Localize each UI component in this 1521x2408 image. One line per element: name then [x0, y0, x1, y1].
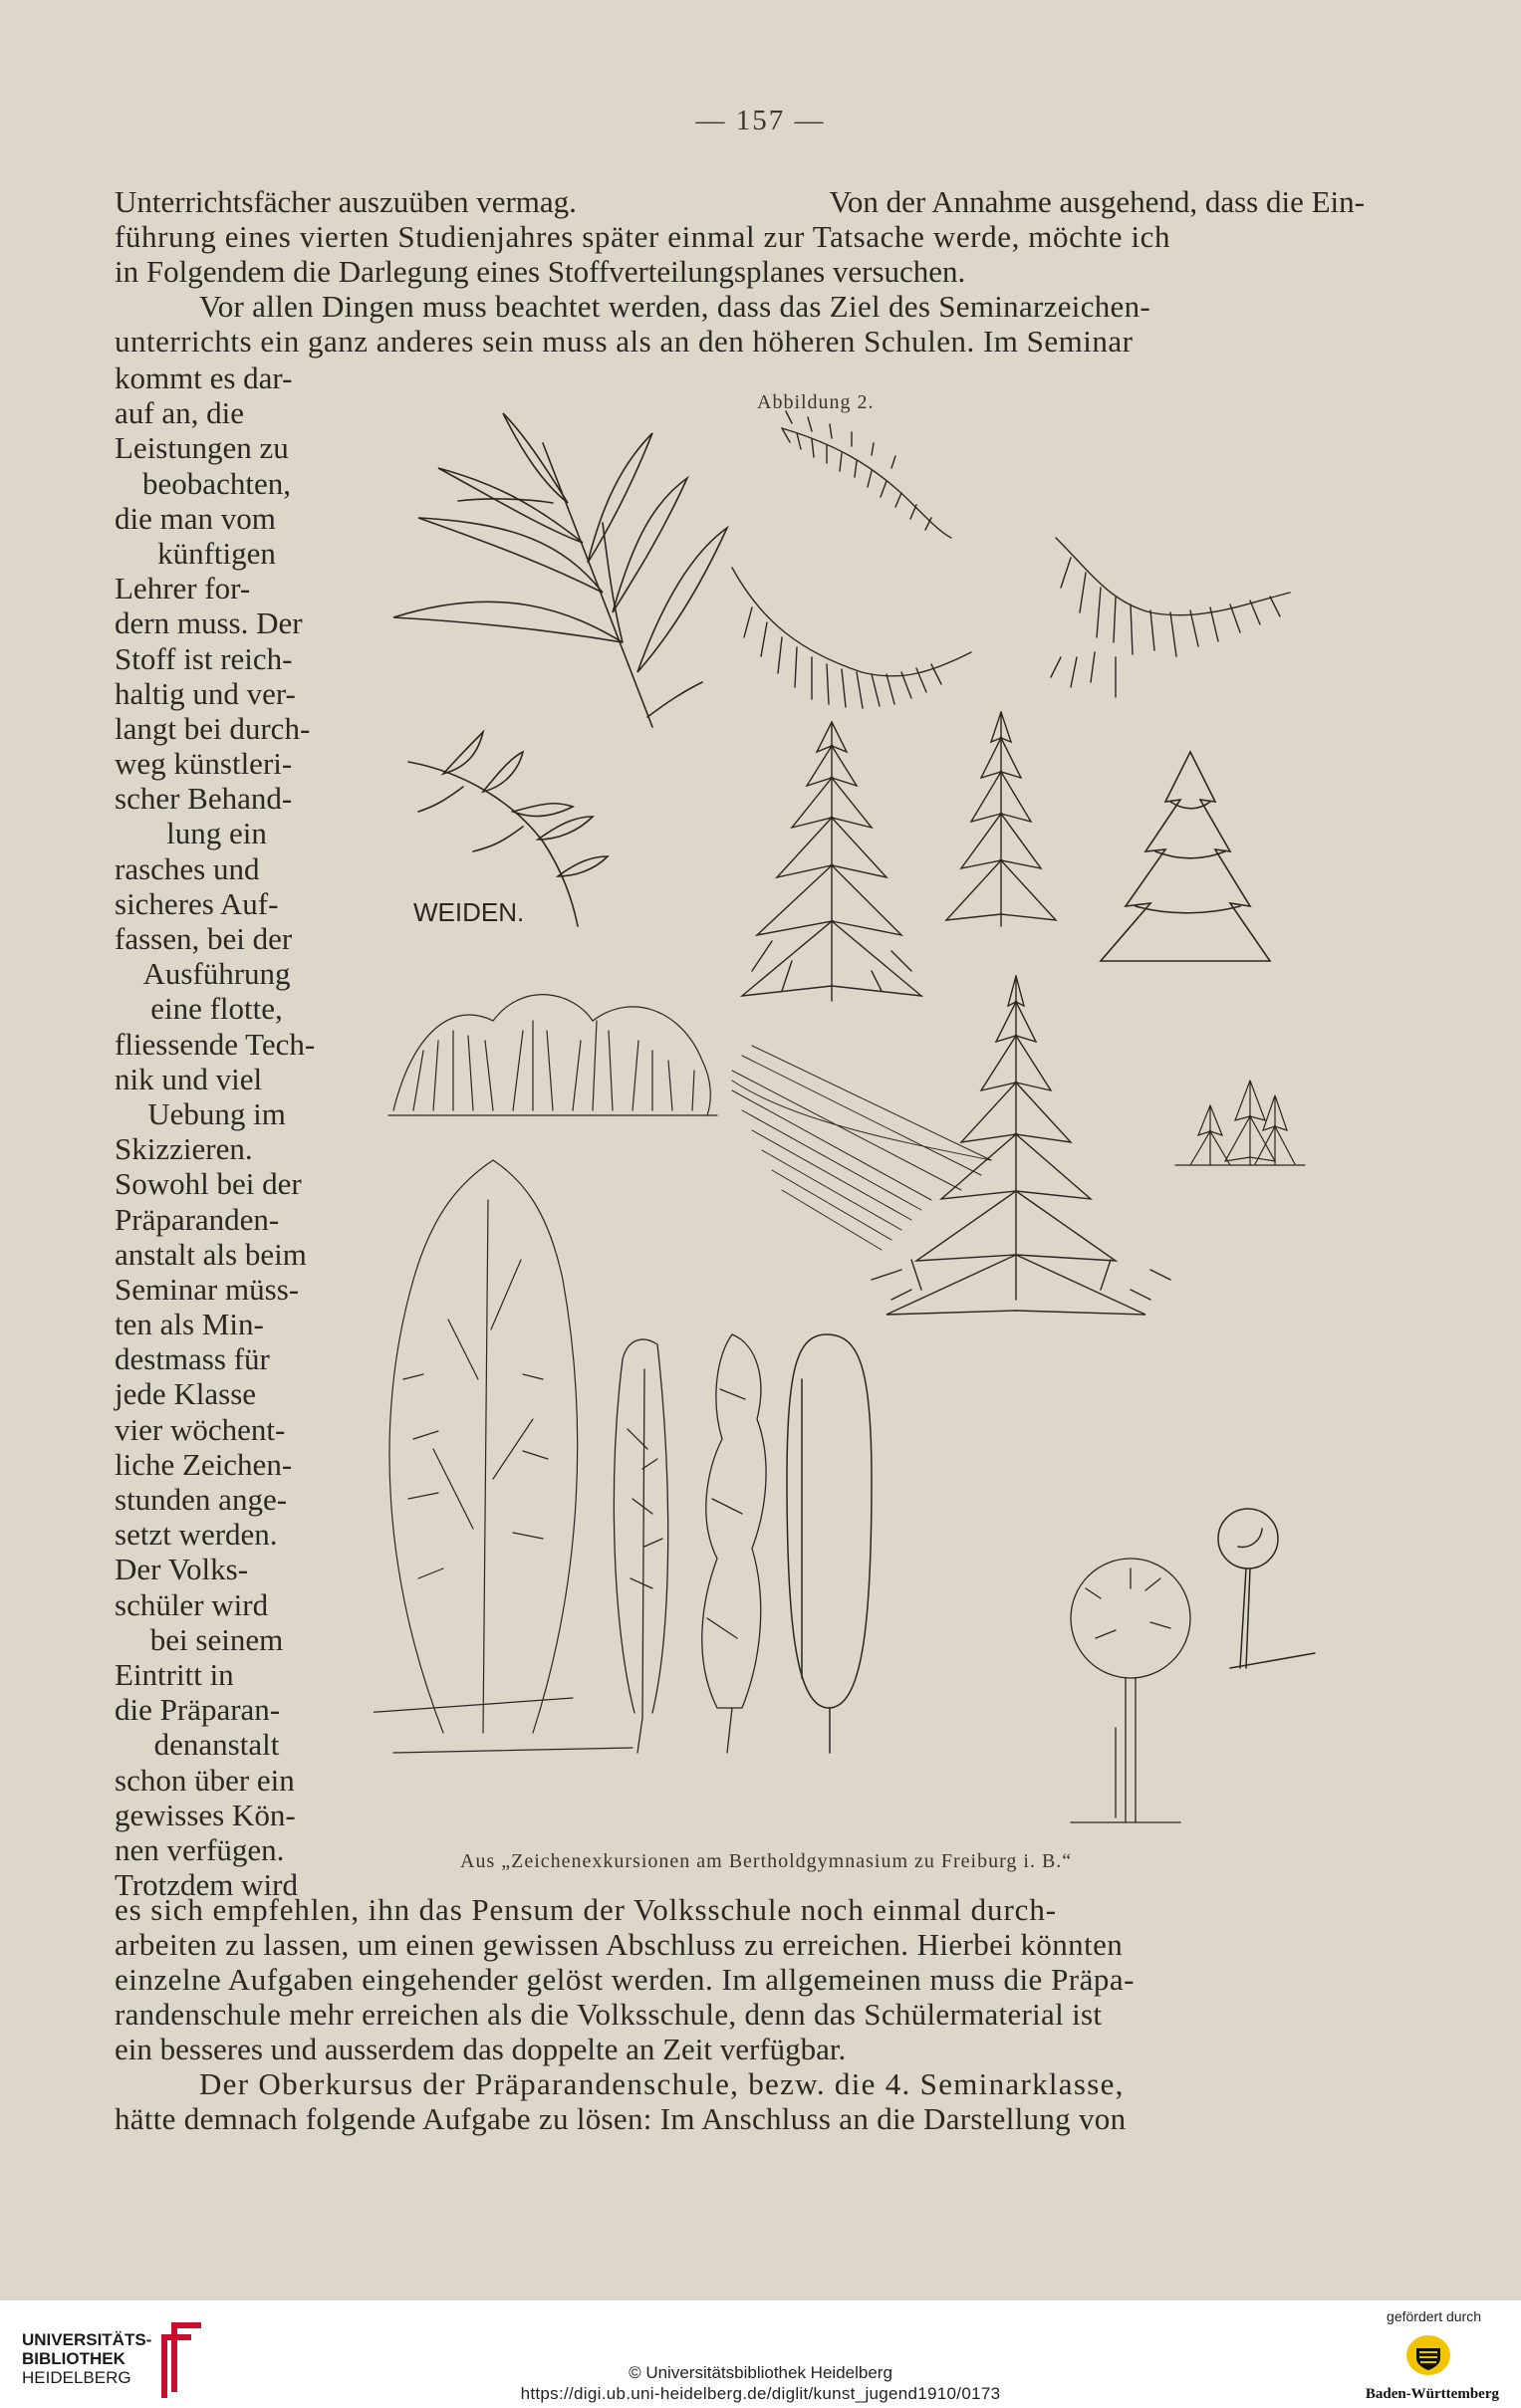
column-text-line: schon über ein [115, 1762, 295, 1798]
column-text-line: stunden ange- [115, 1482, 288, 1517]
weiden-label: WEIDEN. [413, 897, 525, 927]
column-text-line: Trotzdem wird [115, 1867, 298, 1903]
tree-sketches-figure [374, 383, 1365, 1847]
columnar-tree-sketch-1 [614, 1339, 667, 1753]
column-text-line: dern muss. Der [115, 605, 303, 641]
baden-wuerttemberg-crest-icon [1403, 2328, 1453, 2378]
column-text-line: schüler wird [115, 1586, 269, 1622]
column-text-line: Uebung im [147, 1095, 286, 1131]
larch-branch-sketch [732, 411, 1290, 708]
column-text-line: Skizzieren. [115, 1131, 253, 1167]
figure-caption: Aus „Zeichenexkursionen am Bertholdgymnasium zu Freiburg i. B.“ [460, 1850, 1073, 1872]
column-text-line: Ausführung [142, 956, 291, 992]
column-text-line: Sowohl bei der [115, 1166, 302, 1202]
text-line: hätte demnach folgende Aufgabe zu lösen: Im Anschluss an die Darstellung von [115, 2101, 1127, 2136]
text-line: ein besseres und ausserdem das doppelte an Zeit verfügbar. [115, 2032, 847, 2066]
column-text-line: kommt es dar- [115, 361, 293, 395]
column-text-line: beobachten, [142, 465, 291, 501]
text-line: unterrichts ein ganz anderes sein muss als an den höheren Schulen. Im Seminar [115, 324, 1134, 359]
column-text-line: auf an, die [115, 395, 244, 431]
column-text-line: destmass für [115, 1341, 270, 1377]
copyright-notice: © Universitätsbibliothek Heidelberg [629, 2363, 892, 2382]
columnar-tree-sketch-3 [787, 1334, 872, 1753]
stylized-fir-sketch [1101, 752, 1270, 961]
standard-tree-sketch [1071, 1559, 1190, 1822]
text-line: in Folgendem die Darlegung eines Stoffverteilungsplanes versuchen. [115, 254, 966, 289]
hillside-sketch [732, 1046, 991, 1250]
column-text-line: rasches und [115, 850, 260, 886]
column-text-line: ten als Min- [115, 1307, 264, 1342]
column-text-line: Stoff ist reich- [115, 640, 293, 676]
column-text-line: vier wöchent- [115, 1411, 286, 1447]
column-text-line: jede Klasse [115, 1376, 257, 1412]
column-text-line: haltig und ver- [115, 675, 296, 711]
text-line: einzelne Aufgaben eingehender gelöst werden. Im allgemeinen muss die Präpa- [115, 1962, 1135, 1997]
column-text-line: die man vom [115, 500, 276, 536]
column-text-line: Eintritt in [115, 1656, 234, 1692]
permalink-url[interactable]: https://digi.ub.uni-heidelberg.de/diglit/kunst_jugend1910/0173 [520, 2384, 1001, 2403]
text-line: führung eines vierten Studienjahres später einmal zur Tatsache werde, möchte ich [115, 219, 1171, 254]
column-text-line: Leistungen zu [115, 430, 289, 466]
column-text-line: gewisses Kön- [115, 1797, 296, 1832]
column-text-line: bei seinem [149, 1621, 284, 1657]
narrow-column-text [115, 361, 319, 1902]
column-text-line: langt bei durch- [115, 710, 311, 746]
poplar-sketch [374, 1160, 633, 1753]
text-line: randenschule mehr erreichen als die Volksschule, denn das Schülermaterial ist [115, 1997, 1103, 2032]
willow-branch-sketch [393, 413, 727, 727]
columnar-tree-sketch-2 [702, 1334, 766, 1753]
text-line: es sich empfehlen, ihn das Pensum der Volksschule noch einmal durch- [115, 1892, 1057, 1927]
shrub-sketch [388, 995, 717, 1115]
top-paragraph [115, 184, 1365, 359]
column-text-line: nen verfügen. [115, 1831, 285, 1867]
funded-by-label: gefördert durch [1387, 2308, 1481, 2324]
spruce-sketch-1 [742, 722, 921, 1001]
text-line: Vor allen Dingen muss beachtet werden, dass das Ziel des Seminarzeichen- [199, 289, 1151, 324]
column-text-line: Der Volks- [115, 1552, 249, 1587]
bottom-paragraph [115, 1892, 1365, 2136]
footer-bar [0, 2300, 1521, 2408]
column-text-line: nik und viel [115, 1061, 263, 1096]
large-spruce-sketch [872, 976, 1170, 1315]
column-text-line: Präparanden- [115, 1201, 280, 1237]
column-text-line: weg künstleri- [115, 746, 293, 782]
lollipop-tree-sketch [1218, 1509, 1315, 1668]
column-text-line: sicheres Auf- [115, 885, 279, 921]
column-text-line: Lehrer for- [115, 571, 251, 606]
column-text-line: denanstalt [153, 1727, 280, 1763]
column-text-line: setzt werden. [115, 1517, 278, 1553]
page-number: — 157 — [695, 105, 826, 136]
distant-firs-sketch [1175, 1081, 1305, 1165]
text-line: Der Oberkursus der Präparandenschule, bezw. die 4. Seminarklasse, [199, 2066, 1125, 2101]
figure-label: Abbildung 2. [757, 391, 875, 413]
library-name: UNIVERSITÄTS- BIBLIOTHEK HEIDELBERG [22, 2330, 152, 2387]
column-text-line: Seminar müss- [115, 1271, 300, 1307]
funder-name: Baden-Württemberg [1365, 2386, 1499, 2402]
text-line: Unterrichtsfächer auszuüben vermag. Von der Annahme ausgehend, dass die Ein- [115, 184, 1365, 219]
spruce-sketch-2 [946, 712, 1056, 926]
column-text-line: die Präparan- [115, 1692, 281, 1728]
text-line: arbeiten zu lassen, um einen gewissen Abschluss zu erreichen. Hierbei könnten [115, 1927, 1124, 1962]
column-text-line: künftigen [157, 535, 276, 571]
column-text-line: liche Zeichen- [115, 1446, 293, 1482]
column-text-line: fliessende Tech- [115, 1026, 316, 1062]
column-text-line: scher Behand- [115, 781, 293, 817]
column-text-line: eine flotte, [150, 991, 283, 1027]
column-text-line: lung ein [166, 816, 267, 851]
column-text-line: anstalt als beim [115, 1236, 307, 1272]
column-text-line: fassen, bei der [115, 921, 293, 956]
